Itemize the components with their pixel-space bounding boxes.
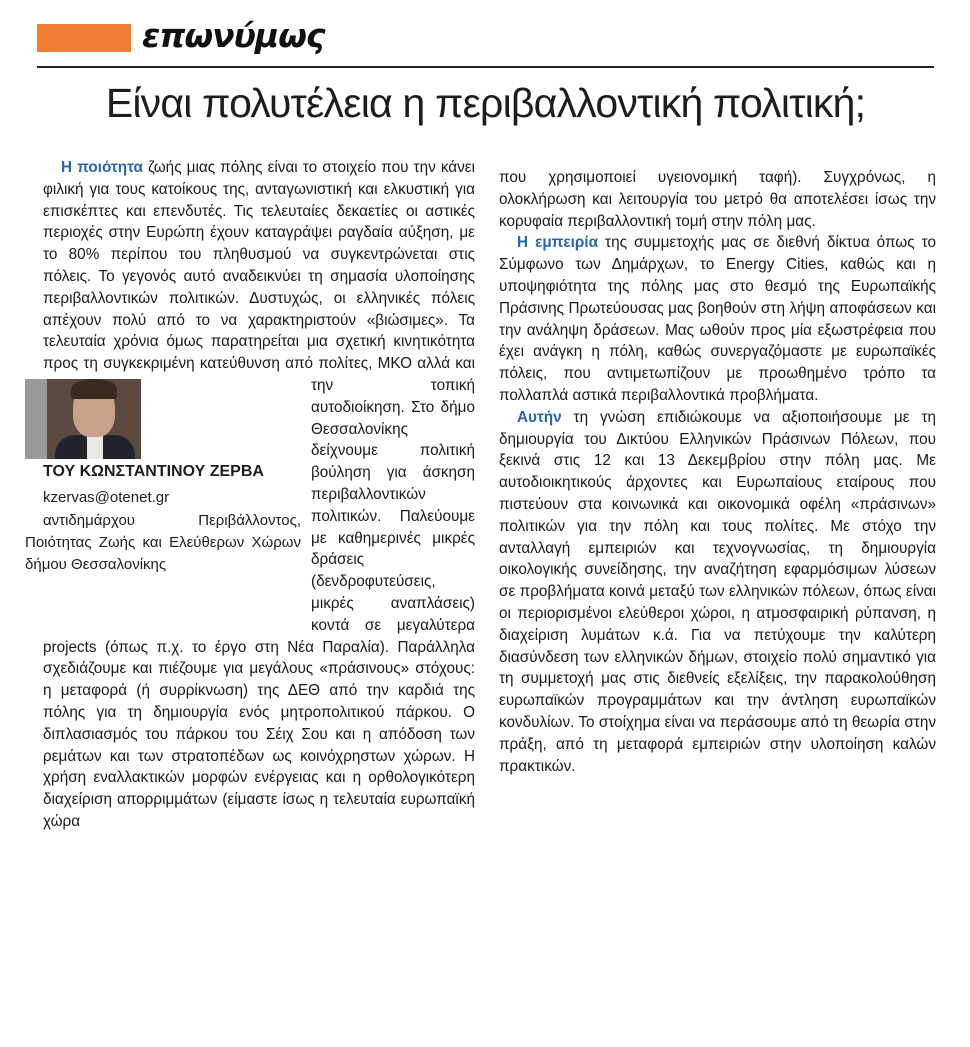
article-column-right xyxy=(499,167,936,777)
paragraph-2 xyxy=(499,232,936,406)
paragraph-text: την τοπική αυτοδιοίκηση. Στο δήμο Θεσσαλονίκης δείχνουμε πολιτική βούληση για άσκηση περιβαλλοντικών πολιτικών. Παλεύουμε με καθημερινές μικρές δράσεις (δενδροφυτεύσεις, μικρές αναπλάσεις) κοντά σε μεγαλύτερα projects (όπως π.χ. το έργο στη Νέα Παραλία). Παράλληλα σχεδιάζουμε και πιέζουμε για μεγάλους «πράσινους» στόχους: η μεταφορά (ή συρρίκνωση) της ΔΕΘ από την καρδιά της πόλης για τη δημιουργία ενός μητροπολιτικού πάρκου. Ο διπλασιασμός του πάρκου του Σέιχ Σου και η απόδοση των ρεμάτων και των στρατοπέδων ως κοινόχρηστων χώρων. Η χρήση εναλλακτικών μορφών ενέργειας και η ορθολογικότερη διαχείριση απορριμμάτων (είμαστε ίσως η τελευταία ευρωπαϊκή χώρα xyxy=(43,376,475,830)
paragraph-3 xyxy=(499,407,936,778)
paragraph-1-continued xyxy=(499,167,936,232)
author-box xyxy=(25,379,299,615)
paragraph-1 xyxy=(25,157,475,833)
paragraph-text: που χρησιμοποιεί υγειονομική ταφή). Συγχρόνως, η ολοκλήρωση και λειτουργία του μετρό θα αποτελέσει ίσως την κορυφαία περιβαλλοντική τομή στην πόλη μας. xyxy=(499,169,936,230)
paragraph-text: τη γνώση επιδιώκουμε να αξιοποιήσουμε με τη δημιουργία του Δικτύου Ελληνικών Πράσινων Πόλεων, που ξεκινά στις 12 και 13 Δεκεμβρίου στην πόλη μας. Με αυτοδιοικητικούς άρχοντες και Ευρωπαίους εταίρους που πιστεύουν στα κοινωνικά και οικονομικά οφέλη «πράσινων» πολιτικών για την πόλη και τους πολίτες. Με στόχο την ανταλλαγή εμπειριών και τεχνογνωσίας, τη δημιουργία οικολογικής συνείδησης, την αναζήτηση εφαρμόσιμων λύσεων σε προβλήματα κοινά μεταξύ των ελληνικών πόλεων, όπως είναι οι περιορισμένοι ελεύθεροι χώροι, η ατμοσφαιρική ρύπανση, η διαχείριση λυμάτων κ.ά. Για να πετύχουμε την καλύτερη διασύνδεση των ελληνικών δήμων, στοιχείο πολύ σημαντικό για τη συμμετοχή μας στις διεθνείς εξελίξεις, την παρακολούθηση ευρωπαϊκών προγραμμάτων και την άντληση ευρωπαϊκών κονδυλίων. Το στοίχημα είναι να περάσουμε από τη θεωρία στην πράξη, από τη μεταφορά εμπειριών στην υλοποίηση καλών πρακτικών. xyxy=(499,408,936,775)
author-email: kzervas@otenet.gr xyxy=(43,488,170,506)
author-role: αντιδημάρχου Περιβάλλοντος, Ποιότητας Ζωής και Ελεύθερων Χώρων δήμου Θεσσαλονίκης xyxy=(25,511,301,573)
lead-words: Η εμπειρία xyxy=(517,234,599,252)
lead-words: Η ποιότητα xyxy=(61,159,143,176)
paragraph-text: ζωής μιας πόλης είναι το στοιχείο που την κάνει φιλική για τους κατοίκους της, ανταγωνιστική και ελκυστική για επισκέπτες και επενδυτές. Τις τελευταίες δεκαετίες οι αστικές περιοχές στην Ευρώπη έχουν καταγράψει ραγδαία αύξηση, με το 80% περίπου του πληθυσμού να συγκεντρώνεται στις πόλεις. Το γεγονός αυτό αναδεικνύει τη σημασία υλοποίησης περιβαλλοντικών πολιτικών. Δυστυχώς, οι ελληνικές πόλεις απέχουν πολύ από το να χαρακτηριστούν «βιώσιμες». Τα τελευταία χρόνια όμως παρατηρείται μια σχετική κινητικότητα προς τη συγκεκριμένη κατεύθυνση από πολίτες, ΜΚΟ αλλά και xyxy=(43,159,475,373)
paragraph-text: της συμμετοχής μας σε διεθνή δίκτυα όπως το Σύμφωνο των Δημάρχων, το Energy Cities, καθώς και η υποψηφιότητα της πόλης μας στο θεσμό της Ευρωπαϊκής Πράσινης Πρωτεύουσας μας βοηθούν στη λήψη αποφάσεων και την ανάληψη δράσεων. Μας ωθούν προς μία εξωστρέφεια που έχει ανάγκη η πόλη, καθώς συνεργαζόμαστε με ευρωπαϊκές πόλεις, που αντιμετωπίζουν με προωθημένο τρόπο τα πολλαπλά αστικά περιβαλλοντικά προβλήματα. xyxy=(499,234,936,404)
rubric-color-bar xyxy=(37,24,131,52)
section-rubric: επωνύμως xyxy=(142,16,325,55)
author-photo xyxy=(25,379,141,459)
article-column-left xyxy=(25,157,475,833)
author-name: ΤΟΥ ΚΩΝΣΤΑΝΤΙΝΟΥ ΖΕΡΒΑ xyxy=(43,462,264,480)
article-headline: Είναι πολυτέλεια η περιβαλλοντική πολιτική; xyxy=(105,80,866,126)
lead-words: Αυτήν xyxy=(517,408,562,426)
header-rule xyxy=(37,66,934,68)
